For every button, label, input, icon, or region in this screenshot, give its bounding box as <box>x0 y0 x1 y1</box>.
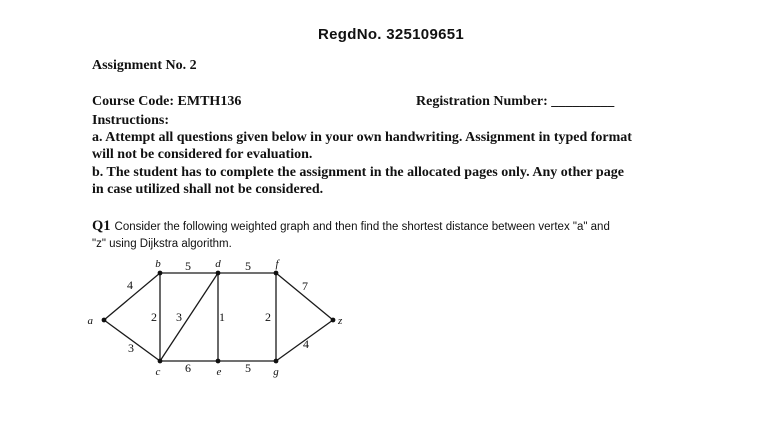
vertex-g-label: g <box>273 366 279 378</box>
edge-weight-c-e: 6 <box>185 361 191 375</box>
vertex-f-dot <box>274 271 279 276</box>
question-label: Q1 <box>92 218 111 234</box>
registration-number-field: Registration Number: _________ <box>416 94 615 109</box>
instruction-line: a. Attempt all questions given below in your own handwriting. Assignment in typed format <box>92 130 632 146</box>
vertex-d-label: d <box>215 258 221 270</box>
vertex-g-dot <box>274 359 279 364</box>
vertex-c-label: c <box>155 366 161 378</box>
edge-weight-d-e: 1 <box>219 310 225 324</box>
vertex-c-dot <box>158 359 163 364</box>
edge-weight-e-g: 5 <box>245 361 251 375</box>
vertex-z-label: z <box>338 315 343 327</box>
vertex-a-dot <box>102 318 107 323</box>
edge-c-d <box>160 273 218 361</box>
vertex-f-label: f <box>275 258 279 270</box>
regd-number: 325109651 <box>386 26 465 43</box>
assignment-title: Assignment No. 2 <box>92 58 197 73</box>
vertex-e-dot <box>216 359 221 364</box>
vertex-a-label: a <box>87 315 93 327</box>
edge-weight-b-c: 2 <box>151 310 157 324</box>
vertex-e-label: e <box>216 366 222 378</box>
vertex-b-dot <box>158 271 163 276</box>
vertex-z-dot <box>331 318 336 323</box>
edge-weight-f-z: 7 <box>302 279 308 293</box>
regd-label: RegdNo. <box>318 26 382 43</box>
instruction-line: will not be considered for evaluation. <box>92 147 313 163</box>
edge-weight-a-b: 4 <box>127 278 133 292</box>
edge-weight-f-g: 2 <box>265 310 271 324</box>
edge-weight-a-c: 3 <box>128 341 134 355</box>
course-code: Course Code: EMTH136 <box>92 94 242 109</box>
question-text-line-2: "z" using Dijkstra algorithm. <box>92 238 232 250</box>
instruction-line: in case utilized shall not be considered. <box>92 181 324 197</box>
question-text-line-1: Consider the following weighted graph and then find the shortest distance between vertex "a" and <box>114 221 610 233</box>
instruction-line: b. The student has to complete the assignment in the allocated pages only. Any other page <box>92 164 624 180</box>
vertex-b-label: b <box>155 258 161 270</box>
edge-weight-c-d: 3 <box>176 310 182 324</box>
instructions-heading: Instructions: <box>92 113 170 128</box>
edge-weight-g-z: 4 <box>303 337 309 351</box>
edge-weight-b-d: 5 <box>185 259 191 273</box>
vertex-d-dot <box>216 271 221 276</box>
edge-weight-d-f: 5 <box>245 259 251 273</box>
